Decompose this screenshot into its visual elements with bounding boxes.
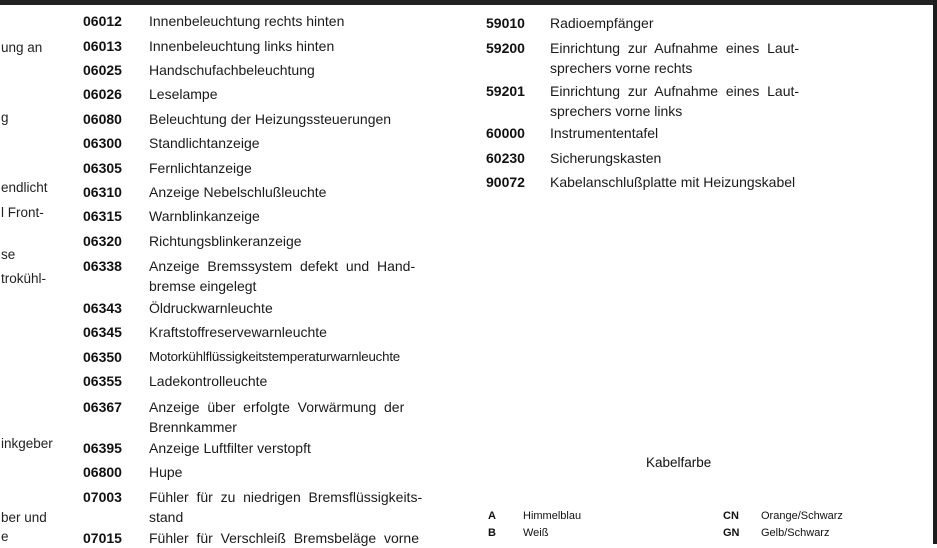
component-description: Kabelanschlußplatte mit Heizungskabel [550, 174, 796, 190]
component-description: Öldruckwarnleuchte [149, 300, 273, 316]
description-line-1: Fühler für zu niedrigen Bremsflüssigkeits- [149, 489, 423, 505]
list-item [83, 347, 525, 367]
list-item [83, 206, 525, 226]
list-item [83, 60, 525, 80]
component-code: 06338 [83, 258, 122, 274]
list-item [83, 462, 525, 482]
component-description: Innenbeleuchtung rechts hinten [149, 13, 345, 29]
list-item [83, 36, 525, 56]
description-line-2: sprechers vorne links [550, 103, 683, 119]
fragment-text: se [1, 247, 16, 262]
description-line-1: Einrichtung zur Aufnahme eines Laut- [550, 40, 800, 56]
list-item [486, 81, 860, 121]
list-item [83, 133, 525, 153]
component-description: Anzeige Luftfilter verstopft [149, 440, 311, 456]
cable-color-entry [488, 510, 581, 522]
component-code: 06300 [83, 135, 122, 151]
component-description [149, 397, 525, 437]
component-code: 06012 [83, 13, 122, 29]
component-code: 06080 [83, 111, 122, 127]
cable-color-name: Himmelblau [523, 510, 582, 522]
component-code: 06320 [83, 233, 122, 249]
component-description [149, 487, 525, 527]
component-code: 06305 [83, 160, 122, 176]
component-code: 06315 [83, 208, 122, 224]
component-code: 06350 [83, 349, 122, 365]
list-item [83, 371, 525, 391]
fragment-text: ber und [1, 510, 47, 525]
component-description: Warnblinkanzeige [149, 208, 260, 224]
component-description [149, 256, 525, 296]
fragment-text: trokühl- [1, 271, 47, 286]
cable-color-entry [723, 510, 843, 522]
component-code: 06013 [83, 38, 122, 54]
list-item [486, 172, 860, 192]
fragment-text: ung an [1, 40, 43, 55]
component-code: 90072 [486, 174, 525, 190]
component-description: Radioempfänger [550, 15, 654, 31]
list-item [83, 528, 525, 548]
list-item [83, 231, 525, 251]
list-item [486, 123, 860, 143]
cable-color-heading: Kabelfarbe [646, 455, 712, 470]
component-description: Handschufachbeleuchtung [149, 62, 315, 78]
page-frame-right [933, 0, 937, 544]
list-item [83, 182, 525, 202]
component-description: Leselampe [149, 86, 218, 102]
list-item [83, 256, 525, 296]
component-description: Sicherungskasten [550, 150, 662, 166]
list-item [83, 109, 525, 129]
cable-color-entry [723, 527, 829, 539]
component-code: 06025 [83, 62, 122, 78]
component-code: 07003 [83, 489, 122, 505]
component-description: Beleuchtung der Heizungssteuerungen [149, 111, 392, 127]
cable-color-code: CN [723, 510, 739, 522]
component-code: 07015 [83, 530, 122, 546]
list-item [83, 322, 525, 342]
fragment-text: e [1, 529, 9, 544]
list-item [83, 487, 525, 527]
component-description: Standlichtanzeige [149, 135, 260, 151]
component-description [550, 81, 860, 121]
description-line-2: bremse eingelegt [149, 278, 257, 294]
component-description: Fühler für Verschleiß Bremsbeläge vorne [149, 530, 420, 546]
description-line-1: Einrichtung zur Aufnahme eines Laut- [550, 83, 800, 99]
description-line-1: Anzeige Bremssystem defekt und Hand- [149, 258, 416, 274]
component-description: Innenbeleuchtung links hinten [149, 38, 335, 54]
component-code: 59010 [486, 15, 525, 31]
component-code: 06310 [83, 184, 122, 200]
component-code: 06026 [83, 86, 122, 102]
cable-color-name: Weiß [523, 527, 549, 539]
component-code: 59200 [486, 40, 525, 56]
component-description: Kraftstoffreservewarnleuchte [149, 324, 327, 340]
component-description: Richtungsblinkeranzeige [149, 233, 302, 249]
list-item [83, 11, 525, 31]
list-item [83, 84, 525, 104]
list-item [83, 438, 525, 458]
description-line-2: Brennkammer [149, 419, 237, 435]
component-description: Anzeige Nebelschlußleuchte [149, 184, 327, 200]
fragment-text: l Front- [1, 205, 44, 220]
component-code: 06367 [83, 399, 122, 415]
fragment-text: inkgeber [1, 436, 53, 451]
list-item [486, 38, 860, 78]
component-code: 06345 [83, 324, 122, 340]
list-item [83, 298, 525, 318]
component-code: 60000 [486, 125, 525, 141]
fragment-text: endlicht [1, 180, 48, 195]
description-line-2: sprechers vorne rechts [550, 60, 693, 76]
component-code: 06395 [83, 440, 122, 456]
description-line-2: stand [149, 509, 184, 525]
component-code: 06800 [83, 464, 122, 480]
component-description: Hupe [149, 464, 183, 480]
cable-color-entry [488, 527, 548, 539]
component-code: 60230 [486, 150, 525, 166]
cable-color-code: B [488, 527, 496, 539]
component-description: Instrumententafel [550, 125, 659, 141]
component-code: 06343 [83, 300, 122, 316]
description-line-1: Anzeige über erfolgte Vorwärmung der [149, 399, 405, 415]
cable-color-code: A [488, 510, 496, 522]
list-item [83, 158, 525, 178]
component-code: 06355 [83, 373, 122, 389]
cable-color-name: Gelb/Schwarz [761, 527, 830, 539]
cable-color-code: GN [723, 527, 740, 539]
page-frame-top [0, 0, 937, 5]
component-description: Fernlichtanzeige [149, 160, 252, 176]
component-description: Motorkühlflüssigkeitstemperaturwarnleuchte [149, 349, 401, 364]
cable-color-name: Orange/Schwarz [761, 510, 843, 522]
component-code: 59201 [486, 83, 525, 99]
component-description: Ladekontrolleuchte [149, 373, 268, 389]
component-description [550, 38, 860, 78]
fragment-text: g [1, 110, 9, 125]
list-item [83, 397, 525, 437]
list-item [486, 13, 860, 33]
list-item [486, 148, 860, 168]
